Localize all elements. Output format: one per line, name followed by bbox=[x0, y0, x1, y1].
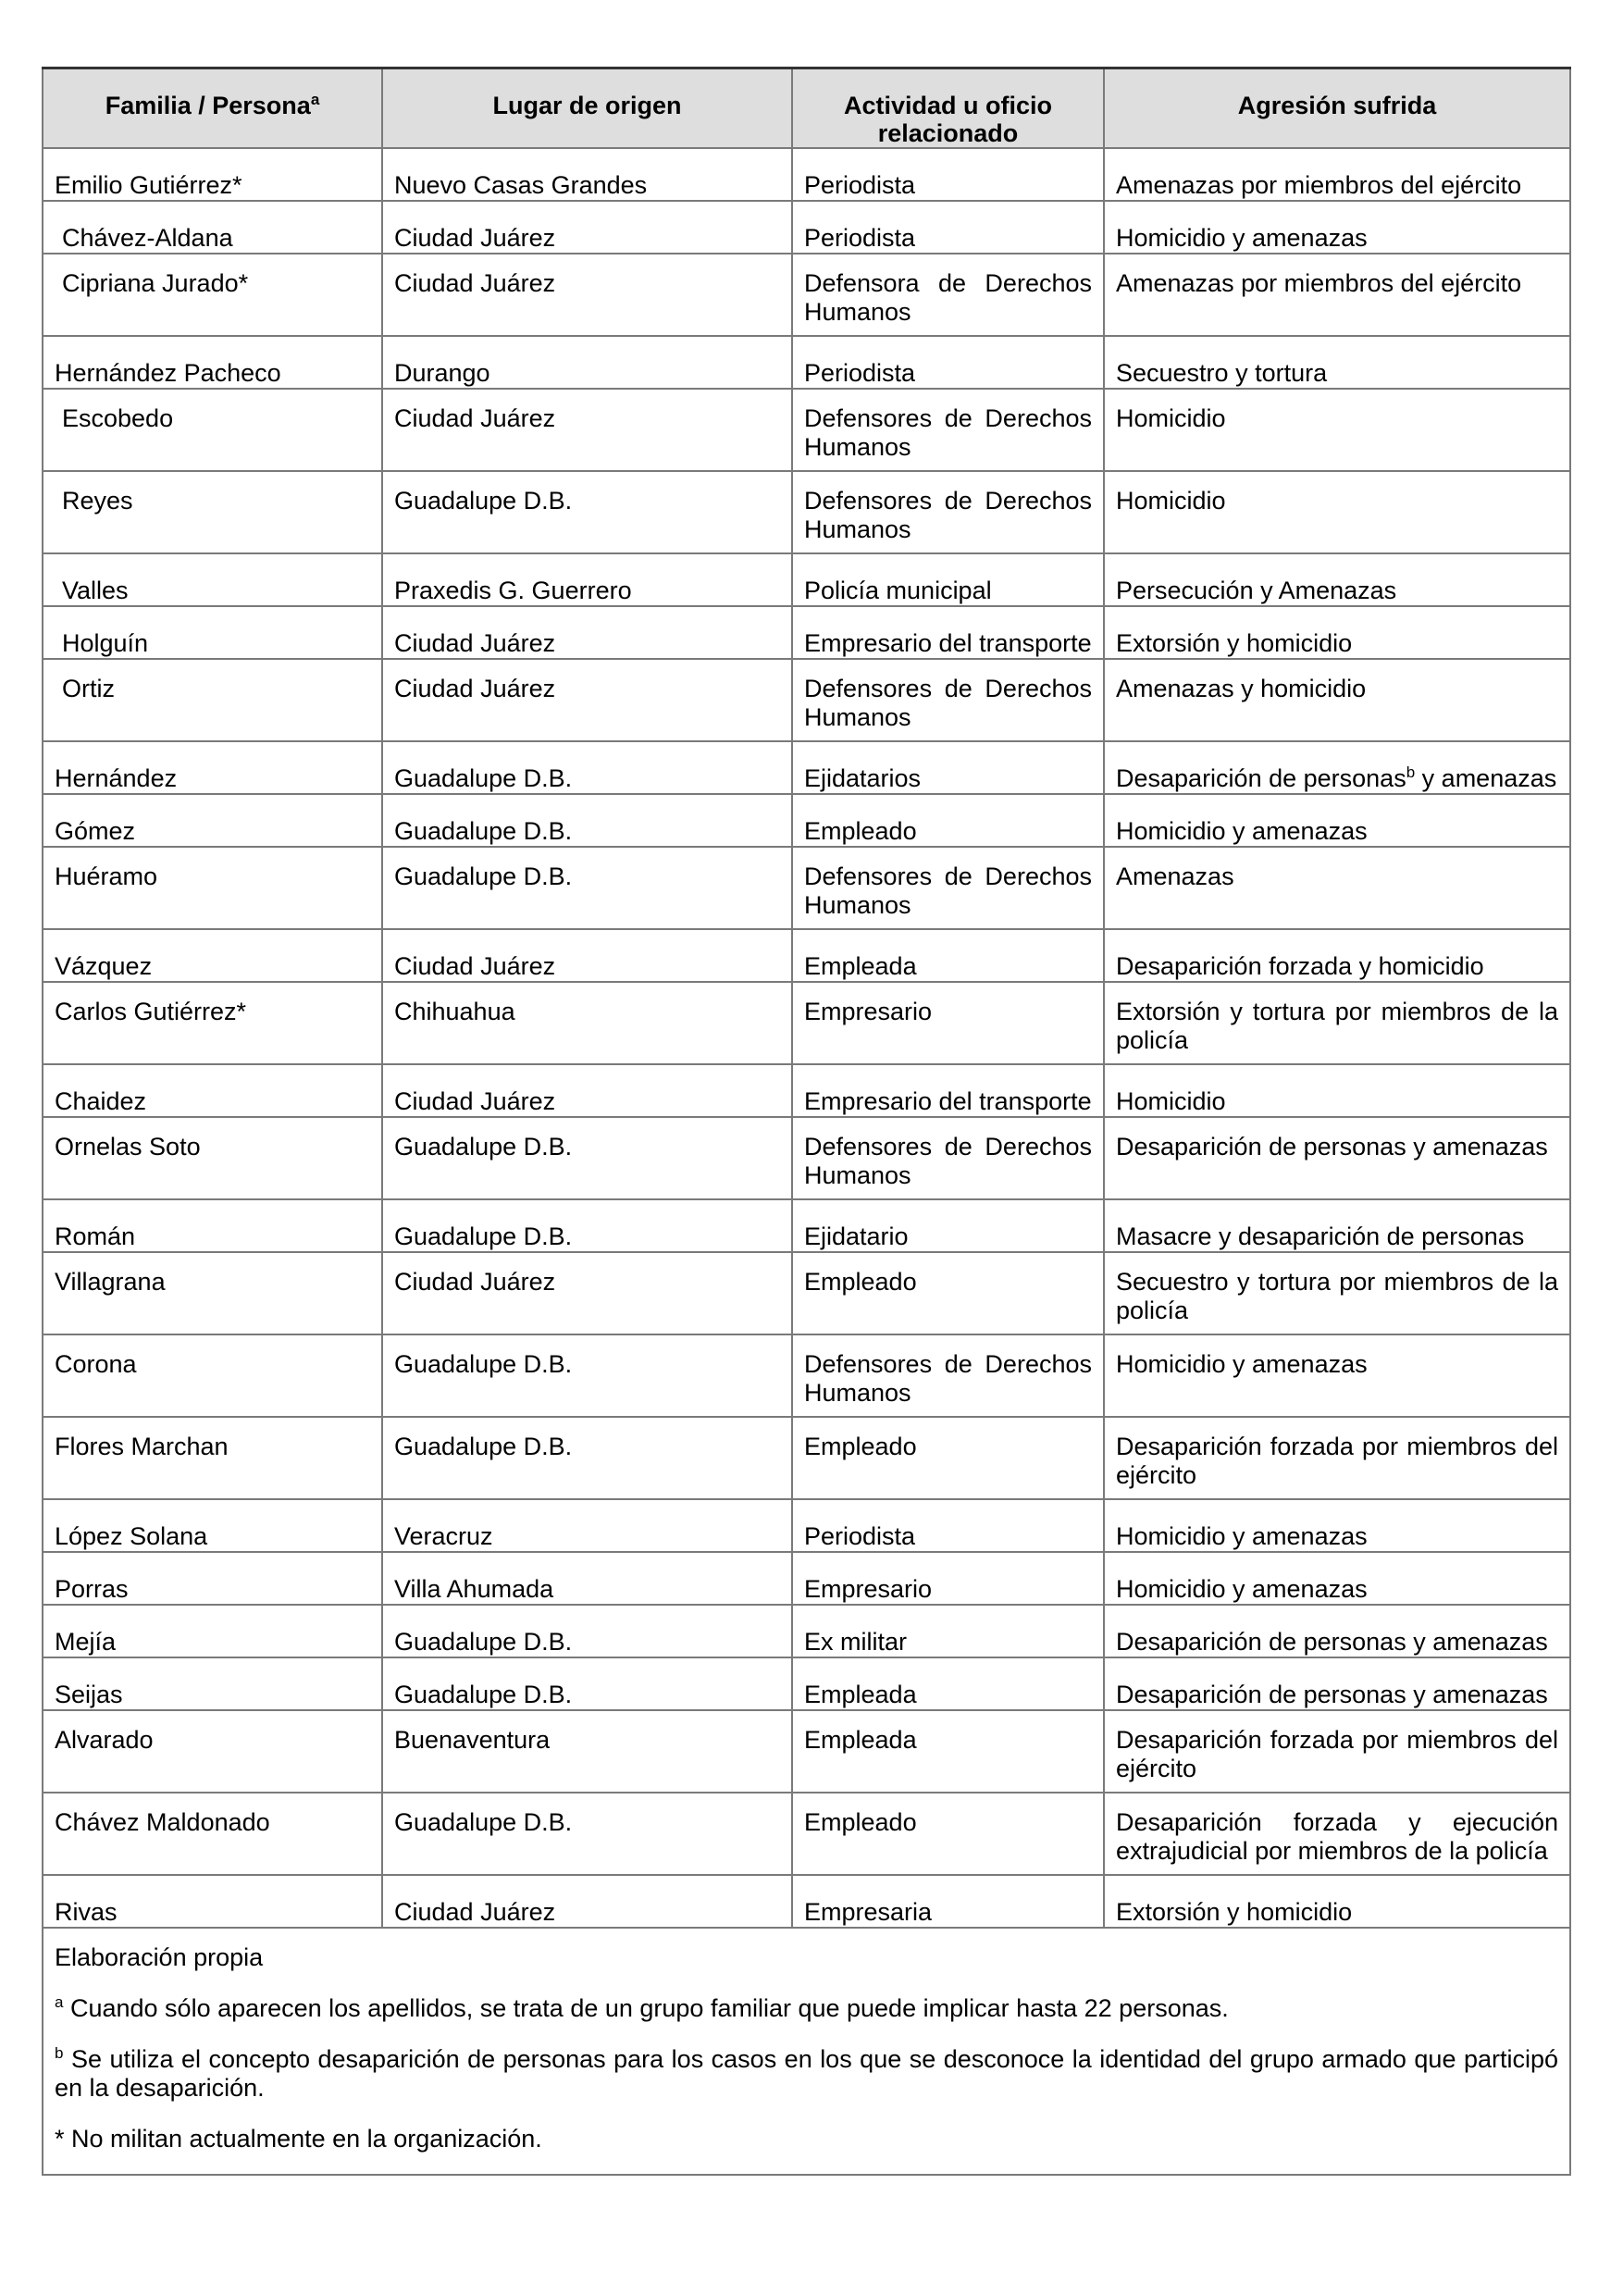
cell-lugar: Ciudad Juárez bbox=[382, 1875, 792, 1928]
cell-actividad: Ejidatario bbox=[792, 1199, 1104, 1252]
cell-actividad: Periodista bbox=[792, 1499, 1104, 1552]
cell-familia bbox=[43, 1657, 382, 1710]
cell-lugar: Ciudad Juárez bbox=[382, 1252, 792, 1334]
table-row bbox=[43, 606, 1570, 659]
cell-actividad: Defensores de Derechos Humanos bbox=[792, 1334, 1104, 1417]
cell-actividad: Empresaria bbox=[792, 1875, 1104, 1928]
cell-lugar: Ciudad Juárez bbox=[382, 254, 792, 336]
familia-text: Vázquez bbox=[55, 952, 153, 980]
cell-agresion bbox=[1104, 1710, 1570, 1793]
cell-agresion bbox=[1104, 929, 1570, 982]
familia-text: Gómez bbox=[55, 817, 136, 845]
cell-familia bbox=[43, 389, 382, 471]
cell-agresion bbox=[1104, 1117, 1570, 1199]
header-familia-label: Familia / Persona bbox=[105, 92, 311, 119]
cell-agresion bbox=[1104, 1657, 1570, 1710]
agresion-text: Extorsión y homicidio bbox=[1116, 1898, 1353, 1926]
familia-text: Ortiz bbox=[62, 675, 115, 702]
cell-lugar: Nuevo Casas Grandes bbox=[382, 148, 792, 201]
table-row bbox=[43, 847, 1570, 929]
cell-actividad: Periodista bbox=[792, 336, 1104, 389]
table-row bbox=[43, 1793, 1570, 1875]
cell-lugar: Guadalupe D.B. bbox=[382, 1605, 792, 1657]
agresion-text: Desaparición de personas y amenazas bbox=[1116, 1681, 1548, 1708]
cell-familia bbox=[43, 1552, 382, 1605]
cell-agresion bbox=[1104, 1499, 1570, 1552]
agresion-text: Homicidio y amenazas bbox=[1116, 224, 1368, 252]
cell-agresion bbox=[1104, 847, 1570, 929]
cell-familia bbox=[43, 847, 382, 929]
table-row bbox=[43, 1657, 1570, 1710]
cell-actividad: Periodista bbox=[792, 201, 1104, 254]
familia-text: Chávez-Aldana bbox=[62, 224, 233, 252]
cell-actividad: Empleada bbox=[792, 1657, 1104, 1710]
source-note: Elaboración propia bbox=[55, 1943, 264, 1971]
familia-text: Porras bbox=[55, 1575, 129, 1603]
agresion-text: Desaparición de personas y amenazas bbox=[1116, 1133, 1548, 1160]
table-row bbox=[43, 929, 1570, 982]
cell-familia bbox=[43, 929, 382, 982]
cell-familia bbox=[43, 254, 382, 336]
table-row bbox=[43, 1499, 1570, 1552]
familia-text: López Solana bbox=[55, 1522, 208, 1550]
agresion-text: Desaparición forzada y ejecución extrajudicial por miembros de la policía bbox=[1116, 1808, 1558, 1865]
notes-row bbox=[43, 1928, 1570, 2175]
cell-familia bbox=[43, 794, 382, 847]
familia-text: Chaidez bbox=[55, 1087, 147, 1115]
cell-actividad: Defensores de Derechos Humanos bbox=[792, 389, 1104, 471]
table-row bbox=[43, 741, 1570, 794]
cell-lugar: Buenaventura bbox=[382, 1710, 792, 1793]
familia-text: Escobedo bbox=[62, 404, 174, 432]
agresion-text: Masacre y desaparición de personas bbox=[1116, 1222, 1525, 1250]
familia-text: Ornelas Soto bbox=[55, 1133, 201, 1160]
cell-lugar: Ciudad Juárez bbox=[382, 389, 792, 471]
cell-familia bbox=[43, 148, 382, 201]
familia-text: Chávez Maldonado bbox=[55, 1808, 270, 1836]
cell-lugar: Ciudad Juárez bbox=[382, 929, 792, 982]
cell-familia bbox=[43, 1334, 382, 1417]
notes-cell bbox=[43, 1928, 1570, 2175]
table-row bbox=[43, 471, 1570, 553]
cell-agresion bbox=[1104, 606, 1570, 659]
table-row bbox=[43, 1605, 1570, 1657]
footnote-b-mark: b bbox=[55, 2044, 64, 2062]
cell-familia bbox=[43, 1793, 382, 1875]
cell-lugar: Guadalupe D.B. bbox=[382, 1117, 792, 1199]
cell-actividad: Empleado bbox=[792, 1793, 1104, 1875]
cell-familia bbox=[43, 201, 382, 254]
cell-actividad: Periodista bbox=[792, 148, 1104, 201]
cell-lugar: Guadalupe D.B. bbox=[382, 1657, 792, 1710]
cell-familia bbox=[43, 982, 382, 1064]
table-row bbox=[43, 336, 1570, 389]
familia-text: Hernández Pacheco bbox=[55, 359, 281, 387]
cell-agresion bbox=[1104, 553, 1570, 606]
cell-lugar: Ciudad Juárez bbox=[382, 1064, 792, 1117]
cell-actividad: Empleada bbox=[792, 1710, 1104, 1793]
cell-familia bbox=[43, 553, 382, 606]
familia-text: Román bbox=[55, 1222, 136, 1250]
cell-actividad: Empresario bbox=[792, 1552, 1104, 1605]
agresion-text: Homicidio y amenazas bbox=[1116, 1522, 1368, 1550]
cell-lugar: Ciudad Juárez bbox=[382, 606, 792, 659]
table-body bbox=[43, 148, 1570, 1928]
cell-lugar: Guadalupe D.B. bbox=[382, 1199, 792, 1252]
cell-familia bbox=[43, 659, 382, 741]
cell-actividad: Defensores de Derechos Humanos bbox=[792, 1117, 1104, 1199]
table-row bbox=[43, 794, 1570, 847]
table-row bbox=[43, 982, 1570, 1064]
agresion-text-tail: y amenazas bbox=[1415, 764, 1557, 792]
cell-agresion bbox=[1104, 982, 1570, 1064]
cell-agresion bbox=[1104, 1252, 1570, 1334]
cell-familia bbox=[43, 1417, 382, 1499]
agresion-text: Amenazas por miembros del ejército bbox=[1116, 171, 1522, 199]
familia-text: Huéramo bbox=[55, 863, 158, 890]
header-actividad: Actividad u oficio relacionado bbox=[792, 68, 1104, 149]
familia-text: Flores Marchan bbox=[55, 1433, 229, 1460]
familia-text: Carlos Gutiérrez* bbox=[55, 998, 247, 1025]
table-row bbox=[43, 1199, 1570, 1252]
cell-lugar: Guadalupe D.B. bbox=[382, 741, 792, 794]
cell-agresion bbox=[1104, 1334, 1570, 1417]
agresion-text: Homicidio bbox=[1116, 404, 1226, 432]
familia-text: Cipriana Jurado* bbox=[62, 269, 249, 297]
cell-agresion bbox=[1104, 659, 1570, 741]
footnote-a bbox=[55, 1994, 1558, 2023]
agresion-text: Amenazas bbox=[1116, 863, 1234, 890]
footnote-b bbox=[55, 2045, 1558, 2103]
cell-actividad: Defensores de Derechos Humanos bbox=[792, 847, 1104, 929]
agresion-text: Homicidio bbox=[1116, 1087, 1226, 1115]
cell-lugar: Veracruz bbox=[382, 1499, 792, 1552]
cell-actividad: Empleado bbox=[792, 1417, 1104, 1499]
cell-lugar: Guadalupe D.B. bbox=[382, 847, 792, 929]
familia-text: Corona bbox=[55, 1350, 137, 1378]
cell-agresion bbox=[1104, 1199, 1570, 1252]
table-row bbox=[43, 389, 1570, 471]
cell-lugar: Durango bbox=[382, 336, 792, 389]
table-row bbox=[43, 1710, 1570, 1793]
cell-agresion bbox=[1104, 471, 1570, 553]
cell-agresion bbox=[1104, 741, 1570, 794]
cell-actividad: Empleada bbox=[792, 929, 1104, 982]
table-row bbox=[43, 148, 1570, 201]
footnote-a-mark: a bbox=[55, 1993, 64, 2011]
cell-agresion bbox=[1104, 148, 1570, 201]
cell-actividad: Ejidatarios bbox=[792, 741, 1104, 794]
cell-lugar: Guadalupe D.B. bbox=[382, 1417, 792, 1499]
familia-text: Rivas bbox=[55, 1898, 118, 1926]
cell-agresion bbox=[1104, 1793, 1570, 1875]
cell-actividad: Defensores de Derechos Humanos bbox=[792, 471, 1104, 553]
agresion-text: Desaparición forzada por miembros del ejército bbox=[1116, 1726, 1558, 1782]
cell-lugar: Ciudad Juárez bbox=[382, 659, 792, 741]
agresion-text: Persecución y Amenazas bbox=[1116, 577, 1397, 604]
familia-text: Hernández bbox=[55, 764, 178, 792]
table-row bbox=[43, 1334, 1570, 1417]
cell-agresion bbox=[1104, 1605, 1570, 1657]
table-header-row bbox=[43, 68, 1570, 149]
cell-actividad: Empleado bbox=[792, 1252, 1104, 1334]
cell-agresion bbox=[1104, 336, 1570, 389]
cell-familia bbox=[43, 1199, 382, 1252]
aggression-table bbox=[42, 67, 1571, 2176]
agresion-text: Desaparición forzada por miembros del ejército bbox=[1116, 1433, 1558, 1489]
agresion-text: Homicidio y amenazas bbox=[1116, 1350, 1368, 1378]
cell-agresion bbox=[1104, 201, 1570, 254]
familia-text: Seijas bbox=[55, 1681, 123, 1708]
cell-actividad: Defensora de Derechos Humanos bbox=[792, 254, 1104, 336]
cell-lugar: Guadalupe D.B. bbox=[382, 794, 792, 847]
cell-actividad: Empresario del transporte bbox=[792, 1064, 1104, 1117]
familia-text: Valles bbox=[62, 577, 129, 604]
cell-agresion bbox=[1104, 1875, 1570, 1928]
agresion-text: Homicidio y amenazas bbox=[1116, 817, 1368, 845]
agresion-text: Secuestro y tortura por miembros de la policía bbox=[1116, 1268, 1558, 1324]
footnote-a-text: Cuando sólo aparecen los apellidos, se trata de un grupo familiar que puede implicar hasta 22 personas. bbox=[63, 1994, 1229, 2022]
cell-agresion bbox=[1104, 794, 1570, 847]
cell-familia bbox=[43, 1710, 382, 1793]
header-lugar: Lugar de origen bbox=[382, 68, 792, 149]
cell-lugar: Guadalupe D.B. bbox=[382, 471, 792, 553]
cell-lugar: Villa Ahumada bbox=[382, 1552, 792, 1605]
cell-familia bbox=[43, 1605, 382, 1657]
header-agresion: Agresión sufrida bbox=[1104, 68, 1570, 149]
cell-familia bbox=[43, 606, 382, 659]
cell-agresion bbox=[1104, 1064, 1570, 1117]
cell-agresion bbox=[1104, 1552, 1570, 1605]
cell-familia bbox=[43, 741, 382, 794]
cell-lugar: Chihuahua bbox=[382, 982, 792, 1064]
table-row bbox=[43, 1417, 1570, 1499]
cell-familia bbox=[43, 1064, 382, 1117]
familia-text: Holguín bbox=[62, 629, 149, 657]
familia-text: Villagrana bbox=[55, 1268, 166, 1296]
footnote-star: * No militan actualmente en la organización. bbox=[55, 2125, 542, 2153]
familia-text: Reyes bbox=[62, 487, 133, 515]
cell-agresion bbox=[1104, 1417, 1570, 1499]
cell-actividad: Ex militar bbox=[792, 1605, 1104, 1657]
agresion-text: Extorsión y homicidio bbox=[1116, 629, 1353, 657]
cell-familia bbox=[43, 336, 382, 389]
cell-actividad: Empresario bbox=[792, 982, 1104, 1064]
table-row bbox=[43, 1064, 1570, 1117]
agresion-text: Desaparición forzada y homicidio bbox=[1116, 952, 1484, 980]
table-row bbox=[43, 1552, 1570, 1605]
agresion-text: Desaparición de personas y amenazas bbox=[1116, 1628, 1548, 1656]
agresion-text: Homicidio y amenazas bbox=[1116, 1575, 1368, 1603]
agresion-text: Secuestro y tortura bbox=[1116, 359, 1328, 387]
agresion-text: Amenazas por miembros del ejército bbox=[1116, 269, 1522, 297]
cell-familia bbox=[43, 1499, 382, 1552]
agresion-text: Desaparición de personas bbox=[1116, 764, 1406, 792]
cell-lugar: Guadalupe D.B. bbox=[382, 1793, 792, 1875]
familia-text: Mejía bbox=[55, 1628, 117, 1656]
header-familia bbox=[43, 68, 382, 149]
table-row bbox=[43, 1875, 1570, 1928]
agresion-text: Amenazas y homicidio bbox=[1116, 675, 1367, 702]
agresion-text: Extorsión y tortura por miembros de la policía bbox=[1116, 998, 1558, 1054]
table-row bbox=[43, 1252, 1570, 1334]
agresion-text: Homicidio bbox=[1116, 487, 1226, 515]
familia-text: Alvarado bbox=[55, 1726, 154, 1754]
cell-actividad: Empleado bbox=[792, 794, 1104, 847]
table-row bbox=[43, 254, 1570, 336]
cell-actividad: Policía municipal bbox=[792, 553, 1104, 606]
familia-text: Emilio Gutiérrez* bbox=[55, 171, 242, 199]
table-row bbox=[43, 553, 1570, 606]
table-row bbox=[43, 1117, 1570, 1199]
footnote-b-text: Se utiliza el concepto desaparición de personas para los casos en los que se desconoce la identidad del grupo armado que participó en la desaparición. bbox=[55, 2045, 1558, 2102]
cell-familia bbox=[43, 1117, 382, 1199]
table-row bbox=[43, 201, 1570, 254]
cell-lugar: Guadalupe D.B. bbox=[382, 1334, 792, 1417]
cell-actividad: Defensores de Derechos Humanos bbox=[792, 659, 1104, 741]
cell-familia bbox=[43, 1875, 382, 1928]
cell-familia bbox=[43, 471, 382, 553]
cell-lugar: Ciudad Juárez bbox=[382, 201, 792, 254]
cell-lugar: Praxedis G. Guerrero bbox=[382, 553, 792, 606]
cell-agresion bbox=[1104, 254, 1570, 336]
cell-familia bbox=[43, 1252, 382, 1334]
footnote-marker-a: a bbox=[310, 91, 320, 108]
cell-actividad: Empresario del transporte bbox=[792, 606, 1104, 659]
footnote-marker-b: b bbox=[1406, 763, 1416, 781]
table-row bbox=[43, 659, 1570, 741]
cell-agresion bbox=[1104, 389, 1570, 471]
